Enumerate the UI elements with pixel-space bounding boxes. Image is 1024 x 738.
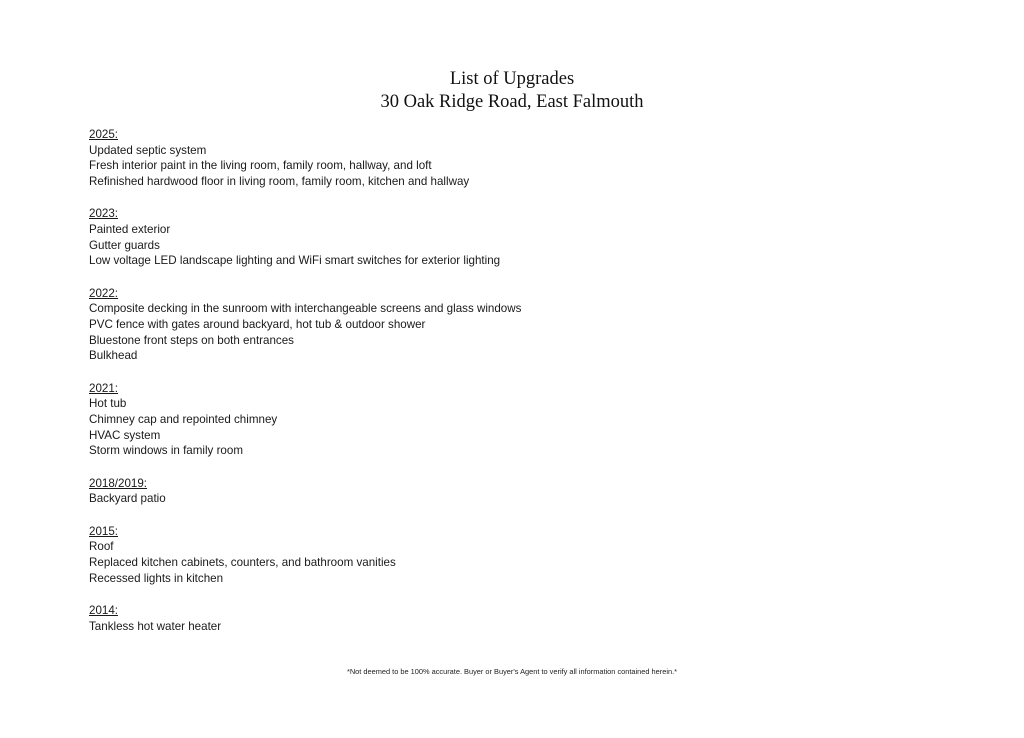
upgrade-section (89, 286, 989, 365)
upgrade-item: Painted exterior (89, 223, 171, 237)
section-year: 2023: (89, 207, 119, 221)
upgrade-section (89, 206, 989, 269)
upgrade-item: Roof (89, 540, 114, 554)
upgrade-item: Gutter guards (89, 238, 160, 252)
upgrade-item: PVC fence with gates around backyard, hot tub & outdoor shower (89, 318, 426, 332)
upgrade-item: Hot tub (89, 397, 127, 411)
section-year: 2021: (89, 381, 119, 395)
section-year: 2022: (89, 286, 119, 300)
upgrade-item: Bluestone front steps on both entrances (89, 333, 294, 347)
upgrade-item: Backyard patio (89, 492, 166, 506)
upgrade-section (89, 476, 989, 507)
upgrade-item: Storm windows in family room (89, 444, 243, 458)
section-year: 2025: (89, 128, 119, 141)
upgrade-item: Bulkhead (89, 349, 138, 363)
upgrade-item: Fresh interior paint in the living room, family room, hallway, and loft (89, 159, 432, 173)
upgrade-section (89, 603, 989, 634)
upgrade-item: Replaced kitchen cabinets, counters, and bathroom vanities (89, 555, 396, 569)
upgrade-item: Refinished hardwood floor in living room, family room, kitchen and hallway (89, 175, 470, 189)
upgrade-item: Composite decking in the sunroom with interchangeable screens and glass windows (89, 302, 522, 316)
upgrade-item: Tankless hot water heater (89, 619, 222, 633)
upgrade-item: Recessed lights in kitchen (89, 571, 224, 585)
upgrade-section (89, 524, 989, 587)
upgrade-item: Updated septic system (89, 143, 207, 157)
section-year: 2015: (89, 524, 119, 538)
section-year: 2018/2019: (89, 476, 148, 490)
property-address: 30 Oak Ridge Road, East Falmouth (380, 92, 644, 112)
upgrade-list (89, 127, 989, 651)
upgrade-item: Low voltage LED landscape lighting and WiFi smart switches for exterior lighting (89, 254, 501, 268)
upgrade-item: Chimney cap and repointed chimney (89, 413, 278, 427)
upgrade-item: HVAC system (89, 428, 161, 442)
upgrade-section (89, 127, 989, 190)
upgrade-section (89, 381, 989, 460)
title-block (0, 68, 1024, 114)
document-title: List of Upgrades (449, 69, 575, 89)
disclaimer: *Not deemed to be 100% accurate. Buyer or Buyer's Agent to verify all information contained herein.* (346, 667, 678, 676)
section-year: 2014: (89, 603, 119, 617)
